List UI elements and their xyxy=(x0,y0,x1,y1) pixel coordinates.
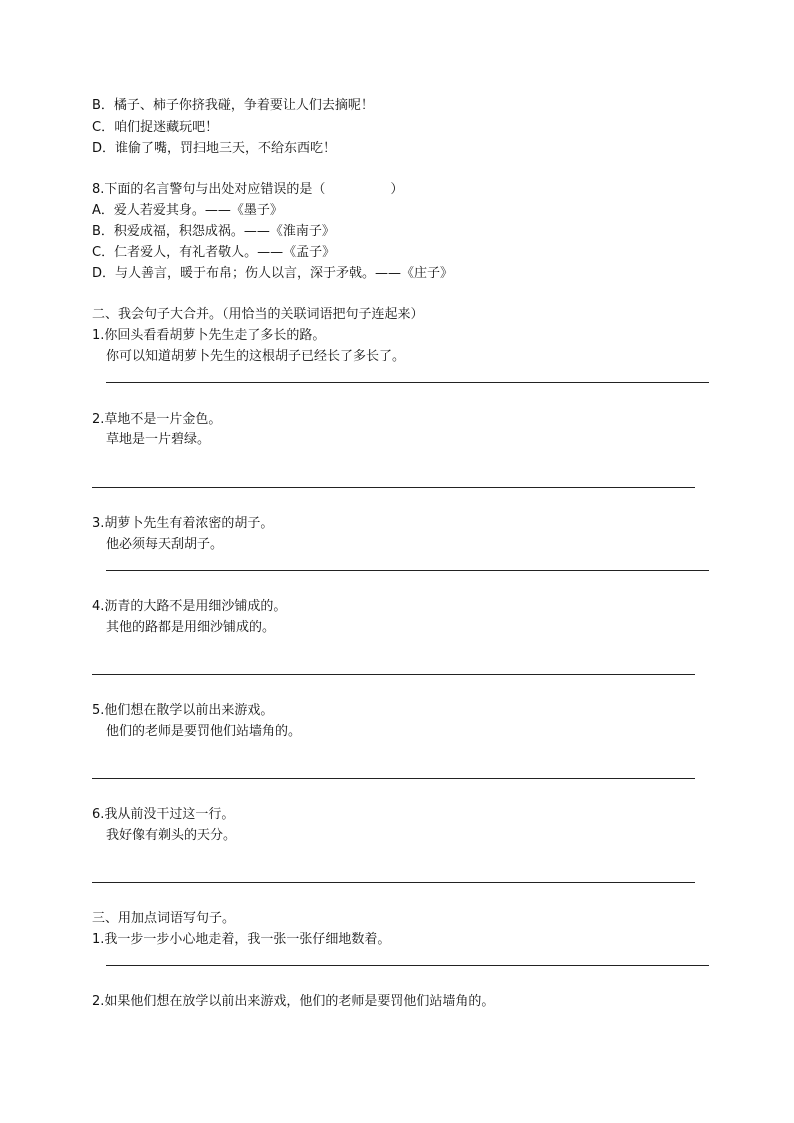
s2-item1-line1: 1.你回头看看胡萝卜先生走了多长的路。 xyxy=(92,328,326,343)
q8-option-d: D．与人善言，暖于布帛；伤人以言，深于矛戟。——《庄子》 xyxy=(92,266,454,281)
section2-title: 二、我会句子大合并。（用恰当的关联词语把句子连起来） xyxy=(92,307,424,322)
s2-item5-line1: 5.他们想在散学以前出来游戏。 xyxy=(92,703,274,718)
s2-item3-line1: 3.胡萝卜先生有着浓密的胡子。 xyxy=(92,516,274,531)
s2-item4-line1: 4.沥青的大路不是用细沙铺成的。 xyxy=(92,599,287,614)
section3-title: 三、用加点词语写句子。 xyxy=(92,911,236,926)
s2-item6-line2: 我好像有剃头的天分。 xyxy=(106,828,237,843)
s2-item4-answer-line[interactable] xyxy=(92,674,695,675)
q7-option-d: D．谁偷了嘴，罚扫地三天，不给东西吃！ xyxy=(92,141,337,156)
q8-option-a: A．爱人若爱其身。——《墨子》 xyxy=(92,203,283,218)
s2-item4-line2: 其他的路都是用细沙铺成的。 xyxy=(106,620,276,635)
s2-item5-answer-line[interactable] xyxy=(92,778,695,779)
q8-option-c: C．仁者爱人，有礼者敬人。——《孟子》 xyxy=(92,245,336,260)
q8-option-b: B．积爱成福，积怨成祸。——《淮南子》 xyxy=(92,224,335,239)
s3-item1-answer-line[interactable] xyxy=(106,965,709,966)
s3-item2: 2.如果他们想在放学以前出来游戏，他们的老师是要罚他们站墙角的。 xyxy=(92,994,495,1009)
s2-item1-line2: 你可以知道胡萝卜先生的这根胡子已经长了多长了。 xyxy=(106,349,406,364)
s3-item1: 1.我一步一步小心地走着，我一张一张仔细地数着。 xyxy=(92,932,391,947)
s2-item2-line1: 2.草地不是一片金色。 xyxy=(92,412,222,427)
s2-item5-line2: 他们的老师是要罚他们站墙角的。 xyxy=(106,724,302,739)
q8-stem: 8.下面的名言警句与出处对应错误的是（ ） xyxy=(92,182,404,197)
s2-item6-line1: 6.我从前没干过这一行。 xyxy=(92,807,235,822)
s2-item2-answer-line[interactable] xyxy=(92,487,695,488)
q7-option-c: C．咱们捉迷藏玩吧！ xyxy=(92,120,219,135)
s2-item3-answer-line[interactable] xyxy=(106,570,709,571)
s2-item6-answer-line[interactable] xyxy=(92,882,695,883)
s2-item1-answer-line[interactable] xyxy=(106,382,709,383)
s2-item2-line2: 草地是一片碧绿。 xyxy=(106,432,211,447)
q7-option-b: B．橘子、柿子你挤我碰，争着要让人们去摘呢！ xyxy=(92,98,374,113)
s2-item3-line2: 他必须每天刮胡子。 xyxy=(106,537,224,552)
